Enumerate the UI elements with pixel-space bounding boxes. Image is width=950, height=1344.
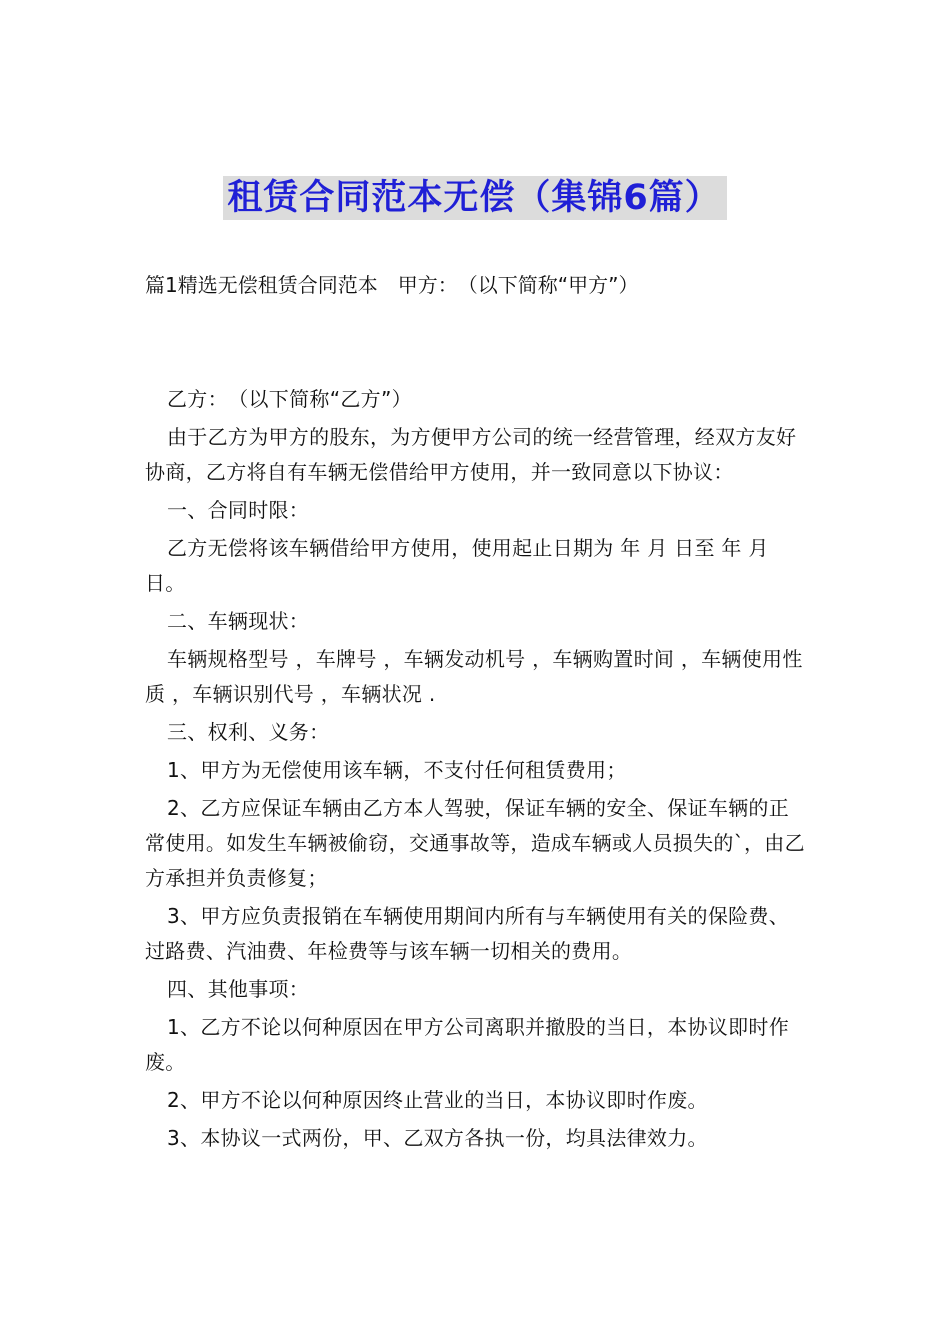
- section-heading-other-matters: 四、其他事项：: [167, 977, 310, 1001]
- term-paragraph: 乙方无偿将该车辆借给甲方使用，使用起止日期为 年 月 日至 年 月 日。: [145, 536, 769, 595]
- document-subtitle: 篇1精选无偿租赁合同范本 甲方： （以下简称“甲方”）: [145, 273, 639, 297]
- document-title: 租赁合同范本无偿（集锦6篇）: [223, 176, 726, 220]
- vehicle-status-paragraph: 车辆规格型号 ，车牌号 ，车辆发动机号 ，车辆购置时间 ，车辆使用性质 ，车辆识别代号 ，车辆状况 .: [145, 647, 803, 706]
- clause-paragraph: 3、本协议一式两份，甲、乙双方各执一份，均具法律效力。: [167, 1126, 708, 1150]
- clause-paragraph: 2、甲方不论以何种原因终止营业的当日，本协议即时作废。: [167, 1088, 708, 1112]
- clause-paragraph: 1、甲方为无偿使用该车辆，不支付任何租赁费用；: [167, 758, 627, 782]
- document-body: [145, 382, 809, 1159]
- section-heading-rights-obligations: 三、权利、义务：: [167, 720, 330, 744]
- clause-paragraph: 2、乙方应保证车辆由乙方本人驾驶，保证车辆的安全、保证车辆的正常使用。如发生车辆被偷窃，交通事故等，造成车辆或人员损失的`，由乙方承担并负责修复；: [145, 796, 805, 890]
- clause-paragraph: 1、乙方不论以何种原因在甲方公司离职并撤股的当日，本协议即时作废。: [145, 1015, 790, 1074]
- clause-paragraph: 3、甲方应负责报销在车辆使用期间内所有与车辆使用有关的保险费、过路费、汽油费、年检费等与该车辆一切相关的费用。: [145, 904, 790, 963]
- party-b-line: 乙方： （以下简称“乙方”）: [167, 387, 412, 411]
- preamble-paragraph: 由于乙方为甲方的股东，为方便甲方公司的统一经营管理，经双方友好协商，乙方将自有车辆无偿借给甲方使用，并一致同意以下协议：: [145, 425, 797, 484]
- title-container: [0, 176, 950, 220]
- section-heading-term: 一、合同时限：: [167, 498, 310, 522]
- section-heading-vehicle-status: 二、车辆现状：: [167, 609, 310, 633]
